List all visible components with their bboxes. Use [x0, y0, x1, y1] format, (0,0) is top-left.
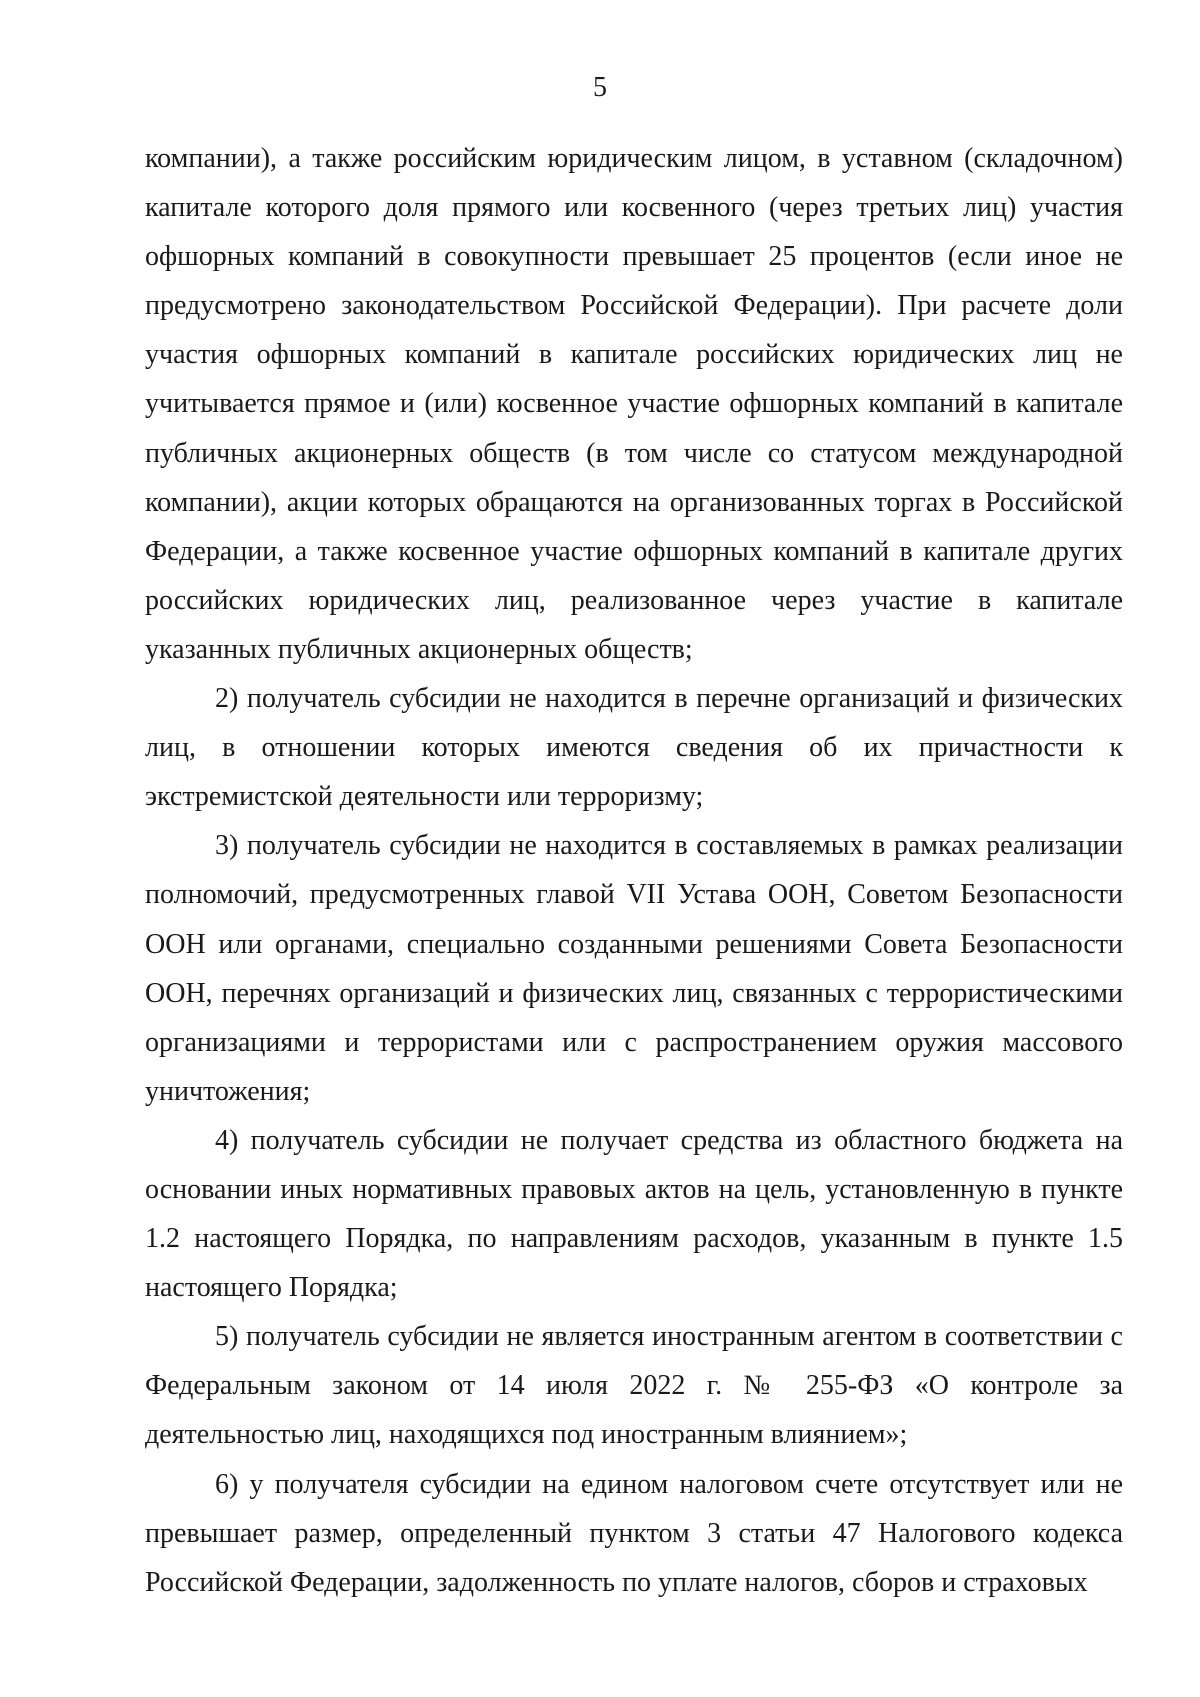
- paragraph-item-4: 4) получатель субсидии не получает средства из областного бюджета на основании иных нормативных правовых актов на цель, установленную в пункте 1.2 настоящего Порядка, по направлениям расходов, указанным в пункте 1.5 настоящего Порядка;: [145, 1124, 1123, 1304]
- paragraph-item-5: 5) получатель субсидии не является иностранным агентом в соответствии с Федеральным законом от 14 июля 2022 г. № 255-ФЗ «О контроле за деятельностью лиц, находящихся под иностранным влиянием»;: [145, 1321, 1123, 1451]
- paragraph-continuation: компании), а также российским юридическим лицом, в уставном (складочном) капитале которого доля прямого или косвенного (через третьих лиц) участия офшорных компаний в совокупности превышает 25 процентов (если иное не предусмотрено законодательством Российской Федерации). При расчете доли участия офшорных компаний в капитале российских юридических лиц не учитывается прямое и (или) косвенное участие офшорных компаний в капитале публичных акционерных обществ (в том числе со статусом международной компании), акции которых обращаются на организованных торгах в Российской Федерации, а также косвенное участие офшорных компаний в капитале других российских юридических лиц, реализованное через участие в капитале указанных публичных акционерных обществ;: [145, 143, 1123, 665]
- paragraph-item-2: 2) получатель субсидии не находится в перечне организаций и физических лиц, в отношении которых имеются сведения об их причастности к экстремистской деятельности или терроризму;: [145, 683, 1123, 813]
- paragraph-item-3: 3) получатель субсидии не находится в составляемых в рамках реализации полномочий, предусмотренных главой VII Устава ООН, Советом Безопасности ООН или органами, специально созданными решениями Совета Безопасности ООН, перечнях организаций и физических лиц, связанных с террористическими организациями и террористами или с распространением оружия массового уничтожения;: [145, 830, 1123, 1107]
- paragraph-item-6: 6) у получателя субсидии на едином налоговом счете отсутствует или не превышает размер, определенный пунктом 3 статьи 47 Налогового кодекса Российской Федерации, задолженность по уплате налогов, сборов и страховых: [145, 1468, 1123, 1598]
- document-body: [145, 134, 1123, 1607]
- page-number: 5: [593, 72, 607, 103]
